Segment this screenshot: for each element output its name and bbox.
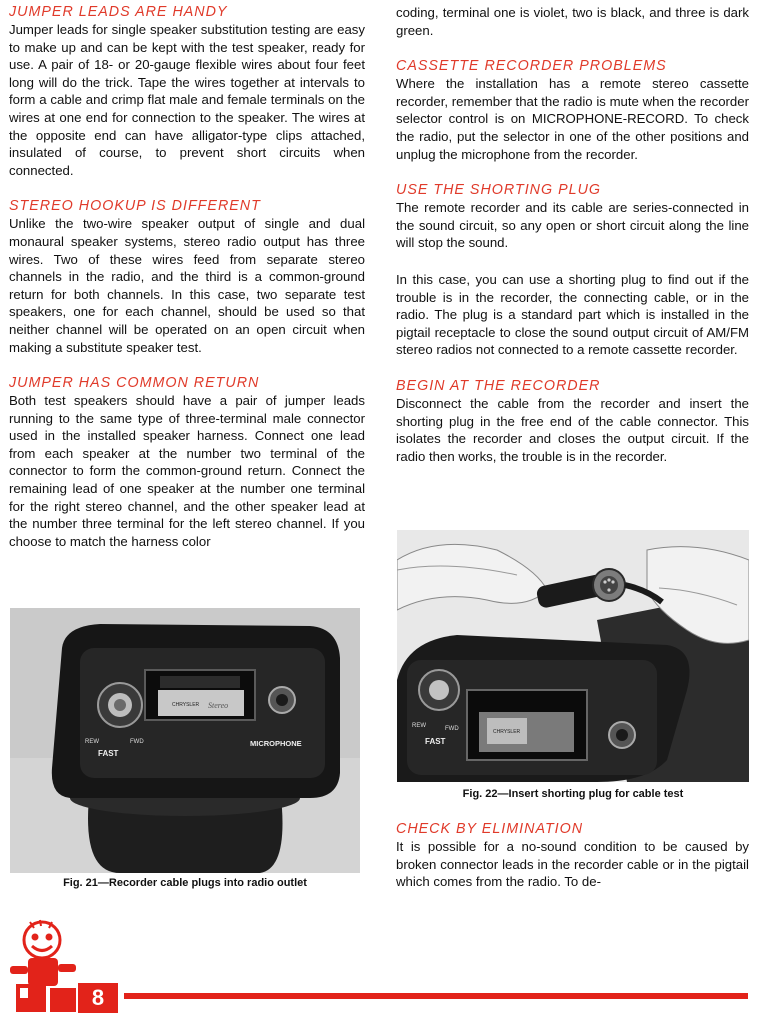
section-body: Jumper leads for single speaker substitution testing are easy to make up and can be kept with the test speaker, ready for use. A pair of 18- or 20-gauge flexible wires about four feet long will do the trick. Tape the wires together at intervals to form a cable and crimp flat male and female terminals on the wires at one end for connection to the speaker. The wires at the opposite end can have alligator-type clips attached, insulated of course, to prevent short circuits when connected.: [9, 22, 365, 178]
right-column-lower: [396, 821, 749, 891]
fast-label: FAST: [98, 749, 119, 758]
figure-21-photo: [10, 608, 360, 873]
section-body: In this case, you can use a shorting plug to find out if the trouble is in the recorder, the connecting cable, or in the radio. The plug is a standard part which is installed in the pigtail receptacle to close the sound output circuit of AM/FM stereo radios not connected to a remote cassette recorder.: [396, 271, 749, 358]
section-body: It is possible for a no-sound condition to be caused by broken connector leads in the recorder cable or in the pigtail which comes from the radio. To de-: [396, 839, 749, 890]
page-number: 8: [78, 983, 118, 1013]
section-heading: STEREO HOOKUP IS DIFFERENT: [9, 198, 261, 215]
fwd-label-2: FWD: [445, 726, 459, 732]
section-body: Unlike the two-wire speaker output of single and dual monaural speaker systems, stereo radio output has three wires. Two of these wires feed from separate stereo channels in the radio, and the third is a common-ground return for both channels. In this case, two separate test speakers, one for each channel, should be used so that neither channel will be operated on an open circuit when making a substitute speaker test.: [9, 216, 365, 355]
section-body: Both test speakers should have a pair of jumper leads running to the same type of three-terminal male connector used in the installed speaker harness. Connect one lead from each speaker at the number two terminal of the connector to form the common-ground return. Connect the remaining lead of one speaker at the number one terminal for the right stereo channel, and the other speaker lead at the number three terminal for the left stereo channel. If you choose to match the harness color: [9, 393, 365, 549]
cassette-tape-label: Stereo: [208, 701, 229, 710]
section-heading: CASSETTE RECORDER PROBLEMS: [396, 58, 667, 75]
figure-22-photo: [397, 530, 749, 782]
figure-21-caption: Fig. 21—Recorder cable plugs into radio outlet: [63, 877, 307, 889]
cassette-brand-label: CHRYSLER: [172, 702, 200, 708]
microphone-label: MICROPHONE: [250, 739, 302, 748]
section-body: The remote recorder and its cable are series-connected in the sound circuit, so any open or short circuit along the line will stop the sound.: [396, 200, 749, 251]
figure-22-caption: Fig. 22—Insert shorting plug for cable test: [462, 788, 684, 800]
section-heading: BEGIN AT THE RECORDER: [396, 377, 601, 394]
left-column: [9, 4, 365, 550]
mascot-logo: [6, 918, 84, 1023]
rew-label: REW: [85, 739, 99, 745]
section-heading: CHECK BY ELIMINATION: [396, 821, 584, 837]
rew-label-2: REW: [412, 723, 426, 729]
section-heading: JUMPER LEADS ARE HANDY: [9, 4, 228, 20]
section-heading: USE THE SHORTING PLUG: [396, 182, 602, 199]
section-body: Where the installation has a remote stereo cassette recorder, remember that the radio is mute when the recorder selector control is on MICROPHONE-RECORD. To check the radio, put the selector in one of the other positions and unplug the microphone from the recorder.: [396, 76, 749, 162]
section-body: Disconnect the cable from the recorder and insert the shorting plug in the free end of the cable connector. This isolates the recorder and closes the output circuit. If the radio then works, the trouble is in the recorder.: [396, 395, 749, 464]
section-heading: JUMPER HAS COMMON RETURN: [9, 375, 260, 392]
cassette-brand-label-2: CHRYSLER: [493, 729, 521, 735]
fwd-label: FWD: [130, 739, 144, 745]
continuation-text: coding, terminal one is violet, two is black, and three is dark green.: [396, 5, 749, 38]
fast-label-2: FAST: [425, 737, 446, 746]
right-column-upper: [396, 4, 749, 465]
footer-rule: [124, 993, 748, 999]
